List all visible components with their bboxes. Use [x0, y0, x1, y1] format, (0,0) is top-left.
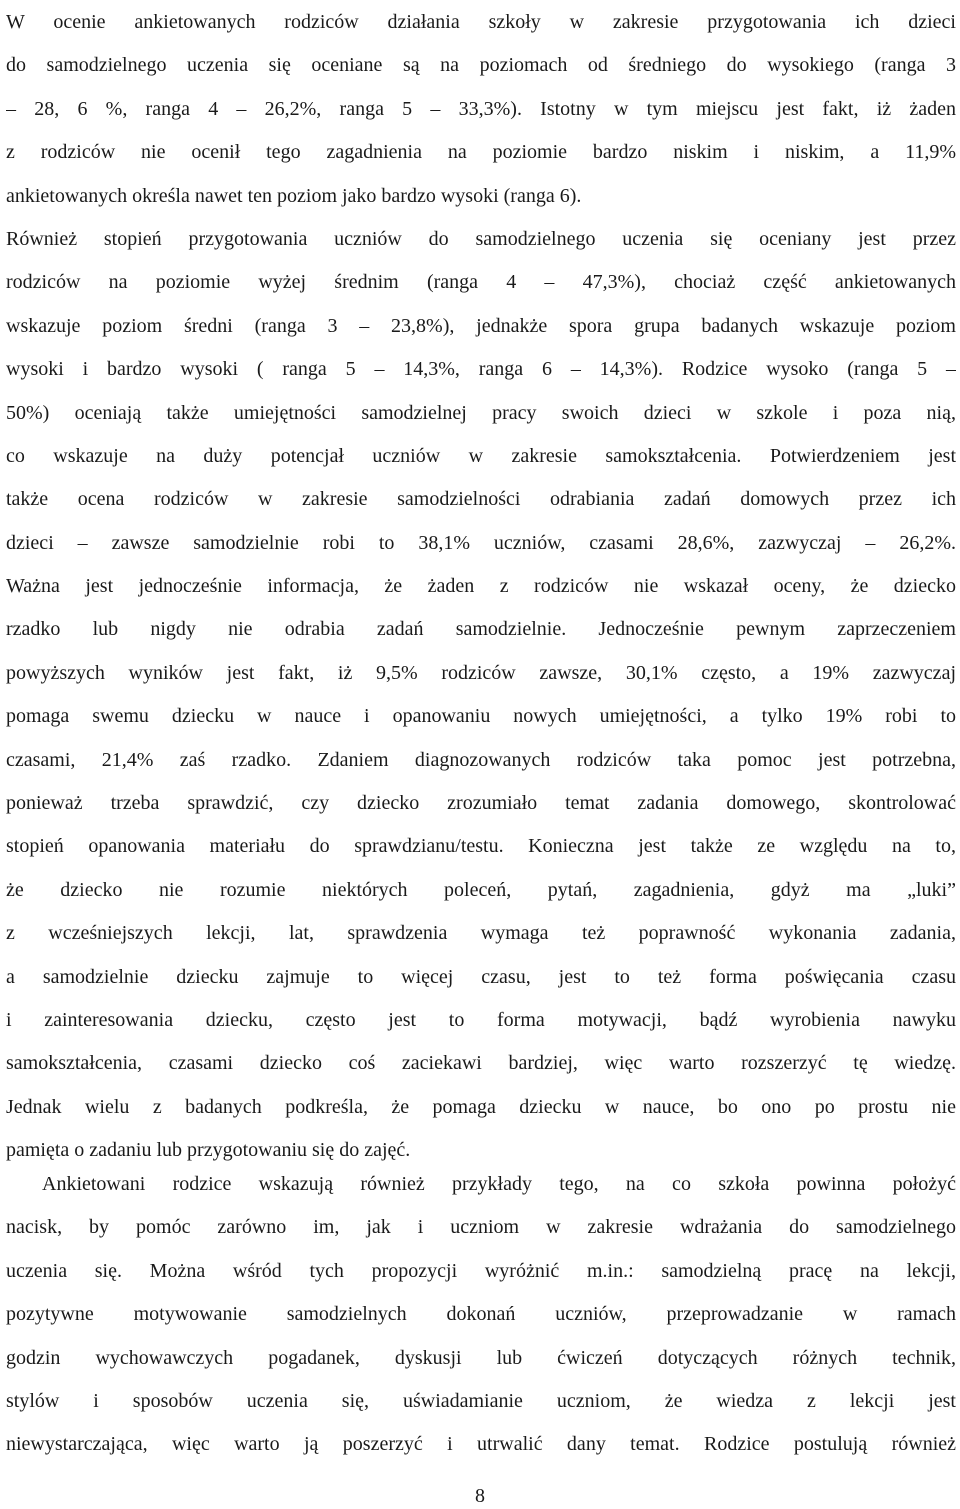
paragraph-1	[6, 1, 956, 1173]
text-line: do samodzielnego uczenia się oceniane są na poziomach od średniego do wysokiego (ranga 3	[6, 54, 956, 77]
text-line: Ankietowani rodzice wskazują również przykłady tego, na co szkoła powinna położyć	[42, 1173, 956, 1195]
paragraph-2	[6, 1163, 956, 1467]
text-line: wskazuje poziom średni (ranga 3 – 23,8%), jednakże spora grupa badanych wskazuje poziom	[6, 314, 956, 337]
text-line: co wskazuje na duży potencjał uczniów w zakresie samokształcenia. Potwierdzeniem jest	[6, 444, 956, 467]
page-number: 8	[475, 1485, 485, 1507]
text-line: wysoki i bardzo wysoki ( ranga 5 – 14,3%, ranga 6 – 14,3%). Rodzice wysoko (ranga 5 –	[6, 358, 956, 381]
text-line: rzadko lub nigdy nie odrabia zadań samodzielnie. Jednocześnie pewnym zaprzeczeniem	[6, 618, 956, 641]
text-line: z rodziców nie ocenił tego zagadnienia na poziomie bardzo niskim i niskim, a 11,9%	[6, 141, 956, 164]
text-line: pozytywne motywowanie samodzielnych dokonań uczniów, przeprowadzanie w ramach	[6, 1303, 956, 1326]
text-line: rodziców na poziomie wyżej średnim (ranga 4 – 47,3%), chociaż część ankietowanych	[6, 271, 956, 294]
text-line: – 28, 6 %, ranga 4 – 26,2%, ranga 5 – 33,3%). Istotny w tym miejscu jest fakt, iż żaden	[6, 97, 956, 120]
text-line: także ocena rodziców w zakresie samodzielności odrabiania zadań domowych przez ich	[6, 488, 956, 511]
text-line: powyższych wyników jest fakt, iż 9,5% rodziców zawsze, 30,1% często, a 19% zazwyczaj	[6, 661, 956, 684]
text-line: dzieci – zawsze samodzielnie robi to 38,1% uczniów, czasami 28,6%, zazwyczaj – 26,2%.	[6, 531, 956, 554]
text-line: uczenia się. Można wśród tych propozycji wyróżnić m.in.: samodzielną pracę na lekcji,	[6, 1259, 956, 1282]
text-line: stopień opanowania materiału do sprawdzianu/testu. Konieczna jest także ze względu na to,	[6, 835, 956, 858]
text-line: nacisk, by pomóc zarówno im, jak i uczniom w zakresie wdrażania do samodzielnego	[6, 1216, 956, 1239]
text-line: 50%) oceniają także umiejętności samodzielnej pracy swoich dzieci w szkole i poza nią,	[6, 401, 956, 424]
text-line: i zainteresowania dziecku, często jest to forma motywacji, bądź wyrobienia nawyku	[6, 1008, 956, 1031]
text-line: a samodzielnie dziecku zajmuje to więcej czasu, jest to też forma poświęcania czasu	[6, 965, 956, 988]
text-line: godzin wychowawczych pogadanek, dyskusji lub ćwiczeń dotyczących różnych technik,	[6, 1346, 956, 1369]
text-line: ponieważ trzeba sprawdzić, czy dziecko zrozumiało temat zadania domowego, skontrolować	[6, 792, 956, 815]
text-line: z wcześniejszych lekcji, lat, sprawdzenia wymaga też poprawność wykonania zadania,	[6, 922, 956, 945]
text-line: że dziecko nie rozumie niektórych poleceń, pytań, zagadnienia, gdyż ma „luki”	[6, 878, 956, 901]
text-line: W ocenie ankietowanych rodziców działania szkoły w zakresie przygotowania ich dzieci	[6, 11, 956, 33]
text-line: ankietowanych określa nawet ten poziom jako bardzo wysoki (ranga 6).	[6, 184, 582, 207]
text-line: stylów i sposobów uczenia się, uświadamianie uczniom, że wiedza z lekcji jest	[6, 1389, 956, 1412]
text-line: niewystarczająca, więc warto ją poszerzyć i utrwalić dany temat. Rodzice postulują również	[6, 1433, 956, 1456]
text-line: pomaga swemu dziecku w nauce i opanowaniu nowych umiejętności, a tylko 19% robi to	[6, 705, 956, 728]
text-line: czasami, 21,4% zaś rzadko. Zdaniem diagnozowanych rodziców taka pomoc jest potrzebna,	[6, 748, 956, 771]
text-line: samokształcenia, czasami dziecko coś zaciekawi bardziej, więc warto rozszerzyć tę wiedzę.	[6, 1052, 956, 1075]
text-line: Również stopień przygotowania uczniów do samodzielnego uczenia się oceniany jest przez	[6, 227, 956, 250]
text-line: Ważna jest jednocześnie informacja, że żaden z rodziców nie wskazał oceny, że dziecko	[6, 575, 956, 598]
text-line: Jednak wielu z badanych podkreśla, że pomaga dziecku w nauce, bo ono po prostu nie	[6, 1095, 956, 1118]
text-line: pamięta o zadaniu lub przygotowaniu się do zajęć.	[6, 1139, 411, 1162]
